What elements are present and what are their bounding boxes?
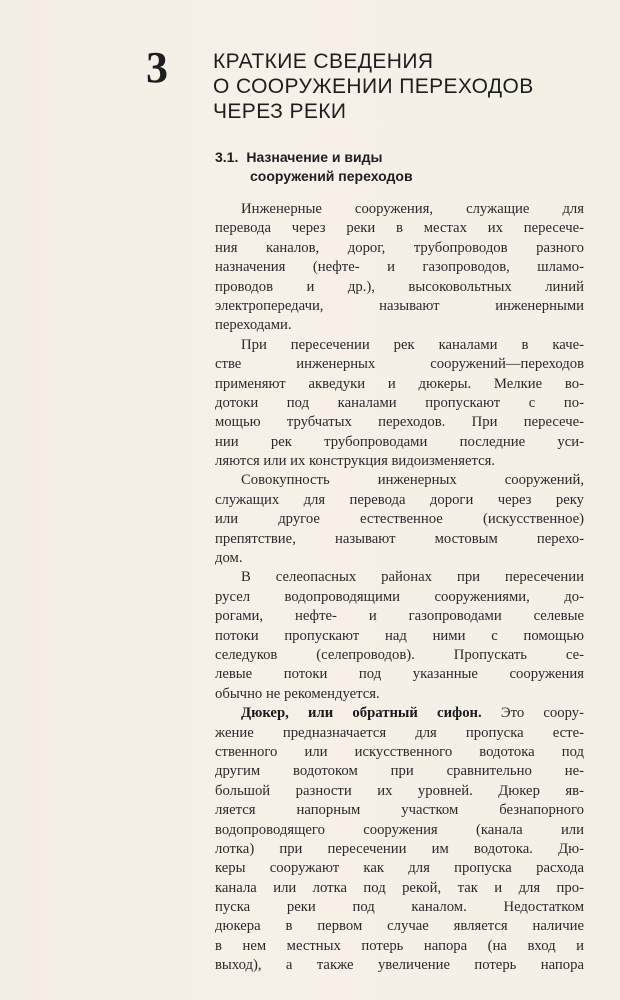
text-line: водопроводящего сооружения (канала или [215, 821, 584, 838]
text-line: нии рек трубопроводами последние уси- [215, 433, 584, 450]
text-line: перевода через реки в местах их пересече- [215, 220, 584, 237]
text-line: служащих для перевода дороги через реку [215, 491, 584, 508]
text-line: мощью трубчатых переходов. При пересече- [215, 414, 584, 431]
text-line: рогами, нефте- и газопроводами селевые [215, 608, 584, 625]
text-fragment: Это соору- [500, 705, 584, 722]
section-number: 3.1. [215, 149, 239, 165]
text-line: назначения (нефте- и газопроводов, шламо- [215, 259, 584, 276]
text-line: При пересечении рек каналами в каче- [241, 336, 584, 353]
text-line: дотоки под каналами пропускают с по- [215, 394, 584, 411]
text-line: применяют акведуки и дюкеры. Мелкие во- [215, 375, 584, 392]
section-title-line: сооружений переходов [250, 168, 413, 184]
text-line: потоки пропускают над ними с помощью [215, 627, 584, 644]
text-line: жение предназначается для пропуска есте- [215, 724, 584, 741]
text-line: переходами. [215, 317, 292, 334]
text-line: ственного или искусственного водотока под [215, 743, 584, 760]
text-line: В селеопасных районах при пересечении [241, 569, 584, 586]
text-line: ляется напорным участком безнапорного [215, 802, 584, 819]
text-line: стве инженерных сооружений—переходов [215, 356, 584, 373]
text-line: электропередачи, называют инженерными [215, 297, 584, 314]
text-line: ния каналов, дорог, трубопроводов разного [215, 239, 584, 256]
section-heading [215, 148, 413, 186]
text-line: Инженерные сооружения, служащие для [241, 201, 584, 217]
text-line: или другое естественное (искусственное) [215, 511, 584, 528]
text-line: русел водопроводящими сооружениями, до- [215, 588, 584, 605]
text-line: в нем местных потерь напора (на вход и [215, 937, 584, 954]
text-line: пуска реки под каналом. Недостатком [215, 899, 584, 916]
text-line: проводов и др.), высоковольтных линий [215, 278, 584, 295]
body-text [215, 200, 584, 976]
text-line: Совокупность инженерных сооружений, [241, 472, 584, 489]
text-line: канала или лотка под рекой, так и для про- [215, 879, 584, 896]
text-line: выход), а также увеличение потерь напора [215, 957, 584, 974]
term-bold: Дюкер, или обратный сифон. [241, 705, 482, 722]
text-line: обычно не рекомендуется. [215, 685, 380, 702]
chapter-number: 3 [146, 43, 168, 92]
text-line: лотка) при пересечении им водотока. Дю- [215, 840, 584, 857]
text-line: селедуков (селепроводов). Пропускать се- [215, 646, 584, 663]
text-line [215, 704, 584, 723]
text-line: другим водотоком при сравнительно не- [215, 763, 584, 780]
text-line: препятствие, называют мостовым перехо- [215, 530, 584, 547]
text-line: дом. [215, 550, 243, 567]
chapter-title-line: КРАТКИЕ СВЕДЕНИЯ [213, 50, 434, 73]
text-line: левые потоки под указанные сооружения [215, 666, 584, 683]
text-line: дюкера в первом случае является наличие [215, 918, 584, 935]
chapter-title-line: ЧЕРЕЗ РЕКИ [213, 100, 347, 123]
section-title-line: Назначение и виды [246, 149, 383, 165]
chapter-title-line: О СООРУЖЕНИИ ПЕРЕХОДОВ [213, 75, 534, 98]
text-line: большой разности их уровней. Дюкер яв- [215, 782, 584, 799]
text-line: ляются или их конструкция видоизменяется. [215, 453, 496, 470]
text-line: керы сооружают как для пропуска расхода [215, 860, 584, 877]
chapter-title [213, 49, 534, 124]
